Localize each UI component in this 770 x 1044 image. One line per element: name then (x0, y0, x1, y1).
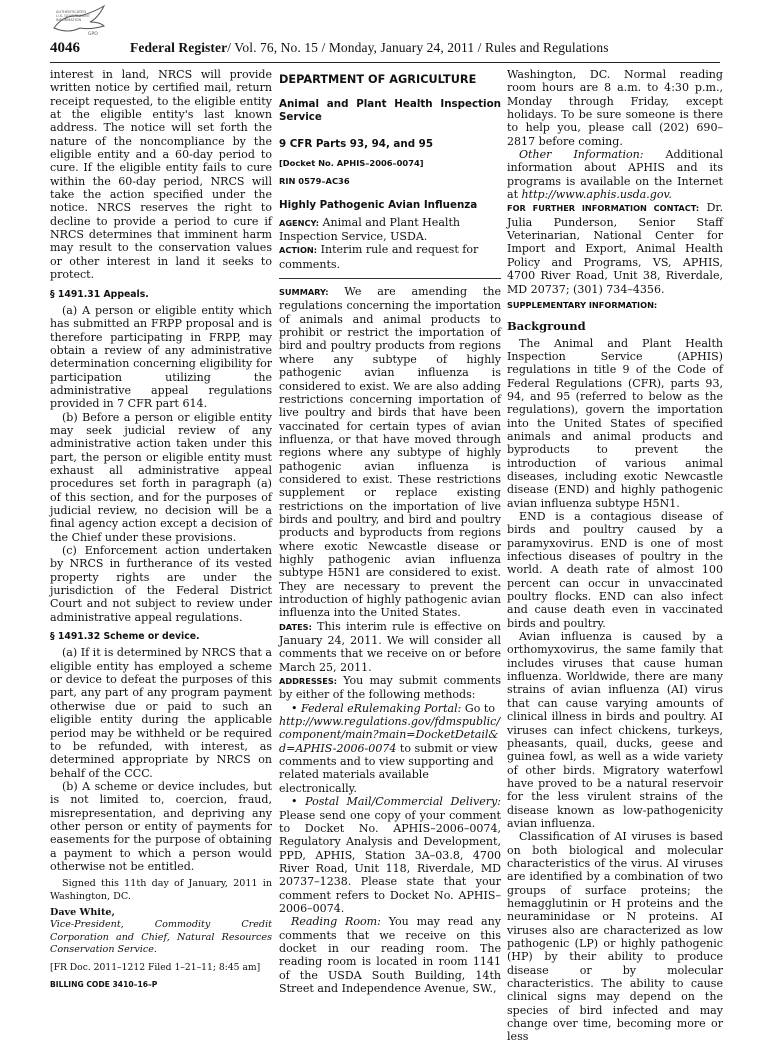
reading-room-text: You may read any comments that we receive on this docket in our reading room. The reading room is located in room 1141 of the USDA South Building, 14th Street and Independence Avenue, SW., (279, 915, 501, 995)
agency-text: Animal and Plant Health Inspection Service, USDA. (279, 215, 461, 244)
action-label: ACTION: (279, 245, 318, 256)
billing-code: BILLING CODE 3410–16–P (50, 980, 158, 990)
paragraph: (b) A scheme or device includes, but is not limited to, coercion, fraud, misrepresentation, and depriving any other person or entity of payments for easements for the purpose of obtaining a payment to which a person would otherwise not be entitled. (50, 779, 272, 873)
header-title (130, 40, 609, 56)
contact-text: Dr. Julia Punderson, Senior Staff Veterinarian, National Center for Import and Export, Animal Health Policy and Programs, VS, APHIS, 4700 River Road, Unit 38, Riverdale, MD 20737; (301) 734–4356. (507, 201, 723, 296)
aphis-website-link[interactable]: http://www.aphis.usda.gov. (521, 188, 672, 202)
eagle-seal-icon (50, 4, 108, 38)
agency-label: AGENCY: (279, 217, 320, 228)
addresses-text: You may submit comments by either of the following methods: (279, 674, 501, 702)
cfr-parts: 9 CFR Parts 93, 94, and 95 (279, 138, 434, 151)
erulemaking-label: Federal eRulemaking Portal: (301, 701, 462, 715)
rule-title: Highly Pathogenic Avian Influenza (279, 199, 478, 212)
docket-number: [Docket No. APHIS–2006–0074] (279, 157, 424, 168)
publication-name: Federal Register (130, 40, 228, 55)
paragraph: Washington, DC. Normal reading room hours are 8 a.m. to 4:30 p.m., Monday through Friday, except holidays. To be sure someone is there to help you, please call (202) 690–2817 before coming. (507, 68, 723, 148)
svg-text:GPO: GPO (88, 32, 98, 37)
column-3 (507, 68, 723, 1044)
paragraph: Avian influenza is caused by a orthomyxovirus, the same family that includes viruses that cause human influenza. Worldwide, there are many strains of avian influenza (AI) virus that can cause varying amounts of clinical illness in birds and poultry. AI viruses can infect chickens, turkeys, pheasants, quail, ducks, geese and guinea fowl, as well as a wide variety of other birds. Migratory waterfowl have proved to be a natural reservoir for the less virulent strains of the disease known as low-pathogenicity avian influenza. (507, 630, 723, 830)
postal-mail-text: Please send one copy of your comment to Docket No. APHIS–2006–0074, Regulatory Analysis and Development, PPD, APHIS, Station 3A–03.8, 4700 River Road, Unit 118, Riverdale, MD 20737–1238. Please state that your comment refers to Docket No. APHIS–2006–0074. (279, 808, 501, 915)
svg-text:AUTHENTICATED: AUTHENTICATED (56, 10, 87, 14)
gpo-authentication-logo (50, 4, 108, 38)
reading-room-label: Reading Room: (291, 915, 381, 929)
svg-text:INFORMATION: INFORMATION (56, 18, 82, 22)
paragraph: (a) A person or eligible entity which has submitted an FRPP proposal and is therefore participating in FRPP, may obtain a review of any administrative determination concerning eligibility for participation utilizing the administrative appeal regulations provided in 7 CFR part 614. (50, 303, 272, 411)
divider (279, 278, 501, 279)
regulations-gov-link[interactable]: http://www.regulations.gov/fdmspublic/component/main?main=DocketDetail&d=APHIS-2006-0074 (279, 715, 501, 755)
dates-label: DATES: (279, 621, 312, 632)
other-info-text: Additional information about APHIS and its programs is available on the Internet at (507, 148, 723, 202)
signed-date: Signed this 11th day of January, 2011 in Washington, DC. (50, 878, 272, 902)
paragraph: Classification of AI viruses is based on both biological and molecular characteristics of the virus. AI viruses are identified by a combination of two groups of surface proteins; the hemagglutinin or H proteins and the neuraminidase or N proteins. AI viruses also are characterized as low pathogenic (LP) or highly pathogenic (HP) by their ability to produce disease or by molecular characteristics. The ability to cause clinical signs may depend on the species of bird infected and may change over time, becoming more or less (507, 830, 723, 1044)
paragraph: interest in land, NRCS will provide written notice by certified mail, return receipt requested, to the eligible entity at the eligible entity's last known address. The notice will set forth the nature of the noncompliance by the eligible entity and a 60-day period to cure. If the eligible entity fails to cure within the 60-day period, NRCS will take the action specified under the notice. NRCS reserves the right to decline to provide a period to cure if NRCS determines that imminent harm may result to the conservation values or other interest in land it seeks to protect. (50, 68, 272, 282)
erulemaking-text: to submit or view comments and to view supporting and related materials available electronically. (279, 741, 498, 795)
fr-doc-line: [FR Doc. 2011–1212 Filed 1–21–11; 8:45 am] (50, 962, 261, 974)
background-heading: Background (507, 319, 586, 334)
addresses-label: ADDRESSES: (279, 676, 338, 687)
svg-text:U.S. GOVERNMENT: U.S. GOVERNMENT (56, 14, 91, 18)
paragraph: (a) If it is determined by NRCS that a eligible entity has employed a scheme or device to defeat the purposes of this part, any part of any program payment otherwise due or paid to such an eligible entity during the applicable period may be withheld or be required to be refunded, with interest, as determined appropriate by NRCS on behalf of the CCC. (50, 646, 273, 780)
department-heading: DEPARTMENT OF AGRICULTURE (279, 73, 477, 86)
postal-mail-label: Postal Mail/Commercial Delivery: (305, 795, 502, 809)
section-heading: § 1491.32 Scheme or device. (50, 631, 200, 643)
page-number: 4046 (50, 40, 80, 56)
dates-text: This interim rule is effective on January 24, 2011. We will consider all comments that we receive on or before March 25, 2011. (279, 619, 502, 674)
paragraph: (c) Enforcement action undertaken by NRCS in furtherance of its vested property rights are under the jurisdiction of the Federal District Court and not subject to review under administrative appeal regulations. (50, 544, 272, 624)
summary-text: We are amending the regulations concerning the importation of animals and animal products to prohibit or restrict the importation of bird and poultry products from regions where any subtype of highly pathogenic avian influenza is considered to exist. We are also adding restrictions concerning importation of live poultry and birds that have been vaccinated for certain types of avian influenza, or that have moved through regions where any subtype of highly pathogenic avian influenza is considered to exist. These restrictions supplement or replace existing restrictions on the importation of live birds and poultry, and bird and poultry products and byproducts from regions where exotic Newcastle disease or highly pathogenic avian influenza subtype H5N1 are considered to exist. They are necessary to prevent the introduction of highly pathogenic avian influenza into the United States. (279, 285, 501, 620)
other-info-label: Other Information: (519, 148, 644, 162)
action-text: Interim rule and request for comments. (279, 243, 479, 271)
page-header (50, 40, 720, 63)
paragraph: (b) Before a person or eligible entity may seek judicial review of any administrative action taken under this part, the person or eligible entity must exhaust all administrative appeal procedures set forth in paragraph (a) of this section, and for the purposes of judicial review, no decision will be a final agency action except a decision of the Chief under these provisions. (50, 410, 272, 544)
paragraph: END is a contagious disease of birds and poultry caused by a paramyxovirus. END is one of most infectious diseases of poultry in the world. A death rate of almost 100 percent can occur in unvaccinated poultry flocks. END can also infect and cause death even in vaccinated birds and poultry. (507, 510, 723, 630)
signer-name: Dave White, (50, 906, 115, 918)
rin-number: RIN 0579–AC36 (279, 176, 350, 187)
signer-title: Vice-President, Commodity Credit Corporation and Chief, Natural Resources Conservation Service. (50, 919, 272, 955)
section-heading: § 1491.31 Appeals. (50, 288, 149, 300)
column-2: DEPARTMENT OF AGRICULTURE Animal and Plant Health Inspection Service 9 CFR Parts 93, 94, and 95 [Docket No. APHIS–2006–0074] RIN 0579–AC36 Highly Pathogenic Avian Influenza AGENCY: Animal and Plant Health Inspection Service, USDA. ACTION: Interim rule and request for comments. SUMMARY: We are amending the regulations concerning the importation of animals and animal products to prohibit or restrict the importation of bird and poultry products from regions where any subtype of highly pathogenic avian influenza is considered to exist. We are also adding restrictions concerning importation of live poultry and birds that have been vaccinated for certain types of avian influenza, or that have moved through regions where any subtype of highly pathogenic avian influenza is considered to exist. These restrictions supplement or replace existing restrictions on the importation of live birds and poultry, and bird and poultry products and byproducts from regions where exotic Newcastle disease or highly pathogenic avian influenza subtype H5N1 are considered to exist. They are necessary to prevent the introduction of highly pathogenic avian influenza into the United States. DATES: This interim rule is effective on January 24, 2011. We will consider all comments that we receive on or before March 25, 2011. ADDRESSES: You may submit comments by either of the following methods: • Federal eRulemaking Portal: Go to http://www.regulations.gov/fdmspublic/component/main?main=DocketDetail&d=APHIS-2006-0074 to submit or view comments and to view supporting and related materials available electronically. • Postal Mail/Commercial Delivery: Please send one copy of your comment to Docket No. APHIS–2006–0074, Regulatory Analysis and Development, PPD, APHIS, Station 3A–03.8, 4700 River Road, Unit 118, Riverdale, MD 20737–1238. Please state that your comment refers to Docket No. APHIS–2006–0074. Reading Room: You may read any comments that we receive on this docket in our reading room. The reading room is located in room 1141 of the USDA South Building, 14th Street and Independence Avenue, SW., (279, 73, 502, 995)
agency-heading: Animal and Plant Health Inspection Service (279, 98, 501, 124)
column-1 (50, 68, 272, 992)
supplementary-label: SUPPLEMENTARY INFORMATION: (507, 299, 658, 310)
contact-label: FOR FURTHER INFORMATION CONTACT: (507, 203, 700, 214)
erulemaking-go: Go to (464, 701, 495, 715)
summary-label: SUMMARY: (279, 287, 329, 298)
paragraph: The Animal and Plant Health Inspection Service (APHIS) regulations in title 9 of the Code of Federal Regulations (CFR), parts 93, 94, and 95 (referred to below as the regulations), govern the importation into the United States of specified animals and animal products and byproducts to prevent the introduction of various animal diseases, including exotic Newcastle disease (END) and highly pathogenic avian influenza subtype H5N1. (507, 336, 723, 510)
issue-info: / Vol. 76, No. 15 / Monday, January 24, 2011 / Rules and Regulations (227, 40, 609, 55)
